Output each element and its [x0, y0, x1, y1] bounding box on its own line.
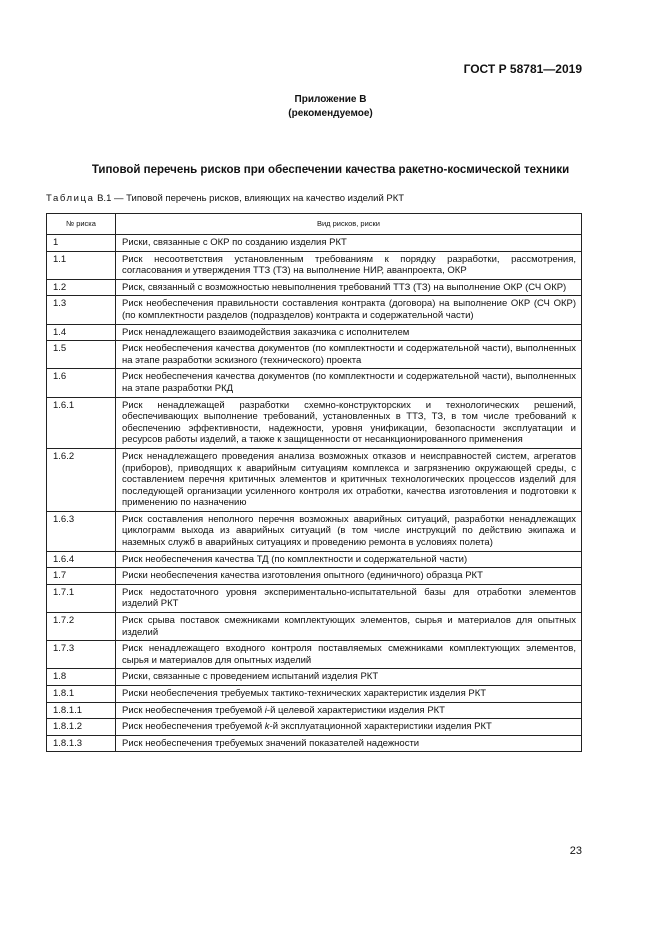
risk-number: 1.7.2 [47, 613, 116, 641]
table-row [47, 324, 582, 341]
risk-description: Риски необеспечения качества изготовления опытного (единичного) образца РКТ [116, 568, 582, 585]
risk-number: 1.7.3 [47, 641, 116, 669]
risk-number: 1.7.1 [47, 584, 116, 612]
risk-number: 1.8.1 [47, 686, 116, 703]
risk-number: 1.8.1.2 [47, 719, 116, 736]
risk-number: 1.2 [47, 279, 116, 296]
risk-description: Риски, связанные с проведением испытаний изделия РКТ [116, 669, 582, 686]
risk-index-variable: i [264, 704, 267, 716]
risk-number: 1.6.2 [47, 448, 116, 511]
table-row [47, 341, 582, 369]
table-row [47, 279, 582, 296]
table-row [47, 669, 582, 686]
risk-number: 1.5 [47, 341, 116, 369]
annex-heading [0, 93, 661, 121]
table-row [47, 719, 582, 736]
table-row [47, 551, 582, 568]
risk-table-body [47, 235, 582, 752]
table-row [47, 369, 582, 397]
risk-number: 1.7 [47, 568, 116, 585]
table-caption-text: — Типовой перечень рисков, влияющих на качество изделий РКТ [111, 193, 405, 204]
risk-number: 1.6.1 [47, 397, 116, 448]
risk-description-part: Риск необеспечения требуемой [122, 721, 265, 733]
header-risk-type: Вид рисков, риски [116, 214, 582, 235]
table-row [47, 686, 582, 703]
standard-code: ГОСТ Р 58781—2019 [463, 62, 582, 76]
table-row [47, 735, 582, 752]
table-caption-number: В.1 [94, 193, 112, 204]
risk-description: Риск, связанный с возможностью невыполнения требований ТТЗ (ТЗ) на выполнение ОКР (СЧ ОКР) [116, 279, 582, 296]
risk-description: Риск недостаточного уровня экспериментально-испытательной базы для отработки элементов изделий РКТ [116, 584, 582, 612]
risk-description: Риск необеспечения качества документов (по комплектности и содержательной части), выполненных на этапе разработки РКД [116, 369, 582, 397]
risk-description: Риски, связанные с ОКР по созданию изделия РКТ [116, 235, 582, 252]
risk-number: 1.6.4 [47, 551, 116, 568]
risk-table [46, 213, 582, 752]
risk-number: 1.8.1.1 [47, 702, 116, 719]
table-row [47, 397, 582, 448]
risk-description [116, 702, 582, 719]
risk-number: 1.3 [47, 296, 116, 324]
risk-description: Риск необеспечения правильности составления контракта (договора) на выполнение ОКР (СЧ ОКР) (по комплектности разделов (подразделов) контракта и содержательной части) [116, 296, 582, 324]
risk-description: Риск ненадлежащей разработки схемно-конструкторских и технологических решений, обеспечивающих выполнение требований, установленных в ТТЗ, ТЗ, в том числе требований к обеспечению эффективности, надежности, уровня унификации, безопасности эксплуатации и ресурсов работы изделий, а также к защищенности от несанкционированного применения [116, 397, 582, 448]
risk-description: Риск необеспечения качества документов (по комплектности и содержательной части), выполненных на этапе разработки эскизного (технического) проекта [116, 341, 582, 369]
risk-description: Риски необеспечения требуемых тактико-технических характеристик изделия РКТ [116, 686, 582, 703]
table-row [47, 568, 582, 585]
table-row [47, 584, 582, 612]
risk-description: Риск ненадлежащего проведения анализа возможных отказов и неисправностей систем, агрегатов (приборов), приводящих к аварийным ситуациям комплекса и загрязнению окружающей среды, с составлением перечня критичных элементов и критичных технологических процессов изделий для последующей организации усиленного контроля их отработки, качества изготовления и подготовки к применению по назначению [116, 448, 582, 511]
risk-description: Риск составления неполного перечня возможных аварийных ситуаций, разработки ненадлежащих циклограмм выхода из аварийных ситуаций (в том числе инструкций по действию экипажа и наземных служб в аварийных ситуациях и проведению ремонта в условиях полета) [116, 511, 582, 551]
page-number: 23 [569, 845, 582, 857]
risk-number: 1 [47, 235, 116, 252]
risk-description: Риск ненадлежащего взаимодействия заказчика с исполнителем [116, 324, 582, 341]
risk-number: 1.8.1.3 [47, 735, 116, 752]
table-row [47, 235, 582, 252]
annex-note: (рекомендуемое) [288, 108, 373, 119]
table-row [47, 613, 582, 641]
risk-number: 1.4 [47, 324, 116, 341]
risk-number: 1.8 [47, 669, 116, 686]
risk-description [116, 719, 582, 736]
risk-description: Риск несоответствия установленным требованиям к порядку разработки, рассмотрения, согласования и утверждения ТТЗ (ТЗ) на выполнение НИР, аванпроекта, ОКР [116, 251, 582, 279]
risk-description: Риск срыва поставок смежниками комплектующих элементов, сырья и материалов для опытных изделий [116, 613, 582, 641]
risk-index-variable: k [264, 721, 270, 733]
table-caption [46, 193, 404, 204]
risk-description-part: -й эксплуатационной характеристики изделия РКТ [269, 721, 492, 733]
risk-description-part: Риск необеспечения требуемой [122, 704, 265, 716]
table-caption-label: Таблица [46, 193, 95, 204]
risk-number: 1.6.3 [47, 511, 116, 551]
table-row [47, 296, 582, 324]
table-row [47, 448, 582, 511]
risk-number: 1.6 [47, 369, 116, 397]
document-title: Типовой перечень рисков при обеспечении качества ракетно-космической техники [91, 164, 570, 176]
annex-title: Приложение В [294, 94, 367, 105]
risk-number: 1.1 [47, 251, 116, 279]
table-row [47, 702, 582, 719]
risk-description: Риск необеспечения требуемых значений показателей надежности [116, 735, 582, 752]
risk-description: Риск необеспечения качества ТД (по комплектности и содержательной части) [116, 551, 582, 568]
table-row [47, 251, 582, 279]
header-risk-number: № риска [47, 214, 116, 235]
risk-description: Риск ненадлежащего входного контроля поставляемых смежниками комплектующих элементов, сырья и материалов для опытных изделий [116, 641, 582, 669]
table-row [47, 641, 582, 669]
table-row [47, 511, 582, 551]
table-header-row [47, 214, 582, 235]
risk-description-part: -й целевой характеристики изделия РКТ [266, 704, 445, 716]
